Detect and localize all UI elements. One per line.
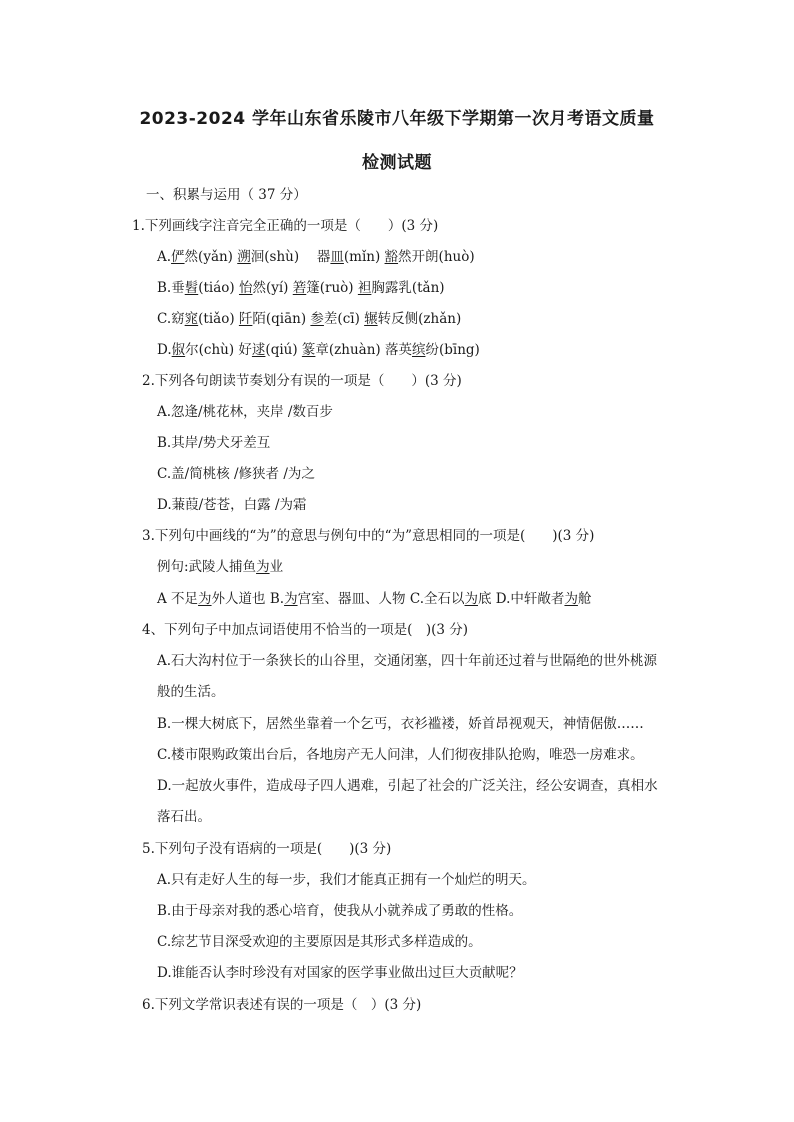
q2-option-c: C.盖/简桃核 /修狭者 /为之 xyxy=(157,466,315,482)
q2-stem: 2.下列各句朗读节奏划分有误的一项是（ ）(3 分) xyxy=(142,373,462,389)
section-heading: 一、积累与运用（ 37 分） xyxy=(146,187,307,203)
q4-option-d-line2: 落石出。 xyxy=(157,809,211,825)
q4-stem: 4、下列句子中加点词语使用不恰当的一项是( )(3 分) xyxy=(142,622,469,638)
q5-option-c: C.综艺节目深受欢迎的主要原因是其形式多样造成的。 xyxy=(157,934,482,950)
q2-option-a: A.忽逢/桃花林，夹岸 /数百步 xyxy=(157,404,333,420)
q1-option-c: C.窈窕(tiǎo) 阡陌(qiān) 参差(cī) 辗转反侧(zhǎn) xyxy=(157,311,462,327)
q4-option-b: B.一棵大树底下，居然坐靠着一个乞丐，衣衫褴褛，娇首昂视观天，神情倨傲…… xyxy=(157,716,644,732)
q5-stem: 5.下列句子没有语病的一项是( )(3 分) xyxy=(142,841,392,857)
q5-option-b: B.由于母亲对我的悉心培育，使我从小就养成了勇敢的性格。 xyxy=(157,903,523,919)
title-line-2: 检测试题 xyxy=(362,153,432,173)
q6-stem: 6.下列文学常识表述有误的一项是（ ）(3 分) xyxy=(142,997,422,1013)
q3-options: A 不足为外人道也 B.为宫室、器皿、人物 C.全石以为底 D.中轩敞者为舱 xyxy=(157,591,592,607)
q4-option-d-line1: D.一起放火事件，造成母子四人遇难，引起了社会的广泛关注，经公安调查，真相水 xyxy=(157,778,658,794)
q5-option-d: D.谁能否认李时珍没有对国家的医学事业做出过巨大贡献呢？ xyxy=(157,965,523,981)
q4-option-a-line2: 般的生活。 xyxy=(157,684,225,700)
q1-stem: 1.下列画线字注音完全正确的一项是（ ）(3 分) xyxy=(132,218,439,234)
q3-example: 例句:武陵人捕鱼为业 xyxy=(157,559,284,575)
q5-option-a: A.只有走好人生的每一步，我们才能真正拥有一个灿烂的明天。 xyxy=(157,872,536,888)
q1-option-d: D.俶尔(chù) 好逑(qiú) 篆章(zhuàn) 落英缤纷(bīng) xyxy=(157,342,480,358)
q2-option-d: D.蒹葭/苍苍，白露 /为霜 xyxy=(157,497,307,513)
q2-option-b: B.其岸/势犬牙差互 xyxy=(157,435,271,451)
q3-stem: 3.下列句中画线的“为”的意思与例句中的“为”意思相同的一项是( )(3 分) xyxy=(142,528,595,544)
q4-option-a-line1: A.石大沟村位于一条狭长的山谷里，交通闭塞，四十年前还过着与世隔绝的世外桃源 xyxy=(157,653,658,669)
q4-option-c: C.楼市限购政策出台后，各地房产无人问津，人们彻夜排队抢购，唯恐一房难求。 xyxy=(157,747,644,763)
q1-option-a: A.俨然(yǎn) 溯洄(shù) 器皿(mǐn) 豁然开朗(huò) xyxy=(157,249,475,265)
q1-option-b: B.垂髫(tiáo) 怡然(yí) 箬篷(ruò) 袒胸露乳(tǎn) xyxy=(157,280,445,296)
title-line-1: 2023-2024 学年山东省乐陵市八年级下学期第一次月考语文质量 xyxy=(139,109,655,129)
